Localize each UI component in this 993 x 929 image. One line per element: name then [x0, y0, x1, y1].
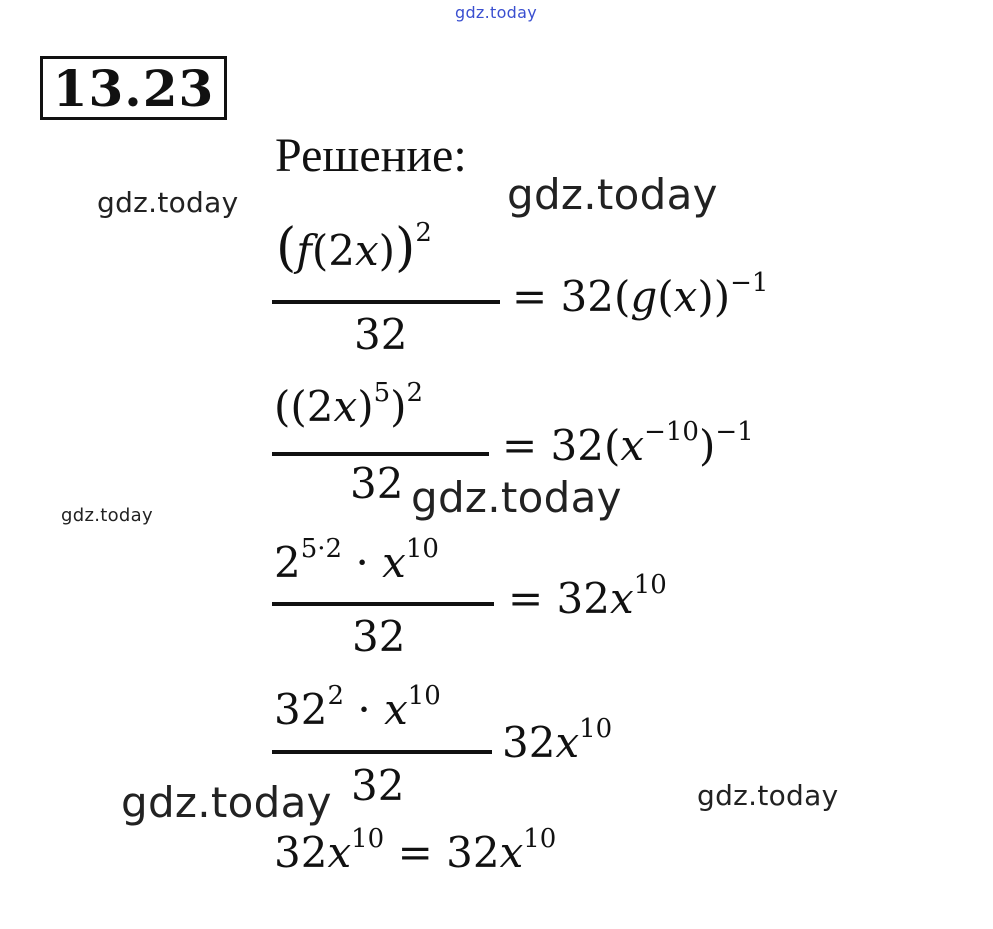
- step-1-rhs: = $32(g(x))^{-1}$: [512, 268, 769, 321]
- step-3-rhs: = $32x^{10}$: [508, 570, 667, 623]
- step-2-fraction-bar: [272, 452, 489, 456]
- step-2-denominator: 32: [350, 459, 404, 508]
- step-1-fraction-bar: [272, 300, 500, 304]
- watermark-top: gdz.today: [455, 3, 537, 22]
- step-4-numerator: $32^2 \cdot x^{10}$: [274, 681, 441, 734]
- step-3-denominator: 32: [352, 612, 406, 661]
- watermark-left-2: gdz.today: [61, 505, 153, 526]
- watermark-mid-2: gdz.today: [411, 473, 622, 522]
- watermark-left-1: gdz.today: [97, 186, 239, 219]
- problem-number-box: [40, 56, 227, 120]
- step-1-numerator: $(f(2x))^2$: [276, 218, 432, 278]
- step-4-denominator: 32: [351, 761, 405, 810]
- step-3-numerator: $2^{5\cdot 2} \cdot x^{10}$: [274, 534, 439, 587]
- step-1-denominator: 32: [354, 310, 408, 359]
- step-4-fraction-bar: [272, 750, 492, 754]
- watermark-left-3: gdz.today: [121, 778, 332, 827]
- problem-number: 13.23: [52, 58, 215, 118]
- watermark-right-3: gdz.today: [697, 779, 839, 812]
- watermark-right-1: gdz.today: [507, 170, 718, 219]
- step-2-rhs: = $32(x^{-10})^{-1}$: [502, 417, 754, 470]
- solution-title: Решение:: [275, 129, 467, 182]
- step-3-fraction-bar: [272, 602, 494, 606]
- step-2-numerator: $((2x)^5)^2$: [274, 378, 424, 431]
- step-4-rhs: $32x^{10}$: [502, 714, 613, 767]
- solution-final: $32x^{10} = 32x^{10}$: [274, 824, 557, 877]
